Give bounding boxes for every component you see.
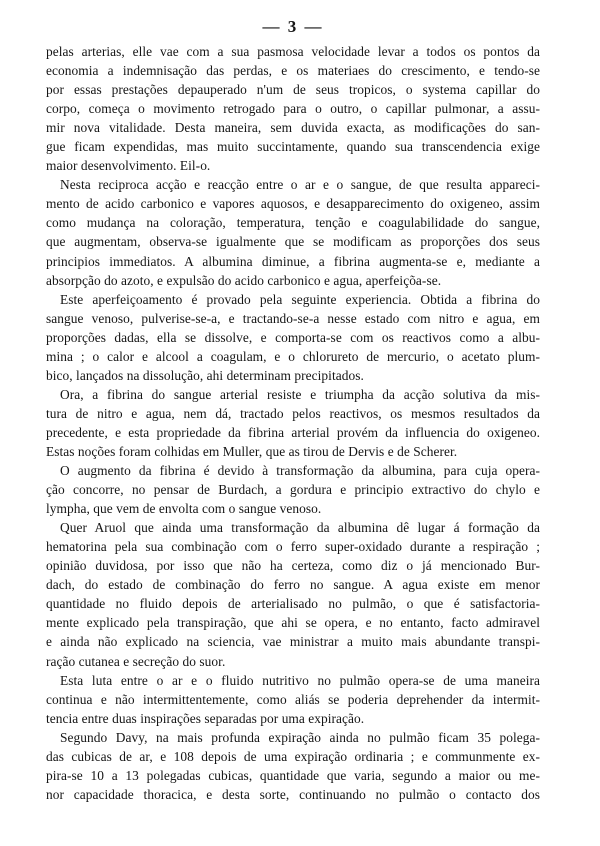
text-line: e ainda não explicado na sciencia, vae ministrar a muito mais abundante transpi-: [46, 634, 540, 650]
text-line: das cubicas de ar, e 108 depois de uma expiração ordinaria ; e communmente ex-: [46, 748, 540, 764]
text-line: como mudança na coloração, temperatura, tenção e coagulabilidade do sangue,: [46, 215, 540, 231]
text-line: precedente, e esta propriedade da fibrina arterial provém da influencia do oxigeneo.: [46, 424, 540, 440]
text-line: O augmento da fibrina é devido à transformação da albumina, para cuja opera-: [60, 463, 540, 479]
text-line: continua e não intermittentemente, como aliás se poderia deprehender da intermit-: [46, 691, 540, 707]
text-line: quantidade no fluido depois de arterialisado no pulmão, o que é satisfactoria-: [46, 596, 540, 612]
text-line: absorpção do azoto, e expulsão do acido carbonico e agua, aperfeiçõa-se.: [46, 272, 442, 288]
text-line: principios immediatos. A albumina diminue, a fibrina augmenta-se e, mediante a: [46, 253, 540, 269]
text-line: Quer Aruol que ainda uma transformação da albumina dê lugar á formação da: [60, 520, 540, 536]
text-line: pelas arterias, elle vae com a sua pasmosa velocidade levar a todos os pontos da: [46, 44, 540, 59]
text-line: nor capacidade thoracica, e desta sorte, continuando no pulmão o contacto dos: [46, 786, 540, 802]
text-line: tura de nitro e agua, nem dá, tractado pelos reactivos, os mesmos resultados da: [46, 405, 540, 421]
text-line: proporções dadas, ella se dissolve, e comporta-se com os reactivos como a albu-: [46, 329, 540, 345]
text-line: dach, do estado de combinação do ferro no sangue. A agua existe em menor: [46, 577, 540, 593]
text-line: hematorina pela sua combinação com o ferro super-oxidado durante a respiração ;: [46, 539, 540, 555]
text-line: Nesta reciproca acção e reacção entre o ar e o sangue, de que resulta appareci-: [60, 177, 540, 193]
text-line: mento de acido carbonico e vapores aquosos, e desapparecimento do oxigeneo, assim: [46, 196, 540, 212]
text-line: Segundo Davy, na mais profunda expiração ainda no pulmão ficam 35 polega-: [60, 729, 540, 745]
body-text: [46, 42, 540, 804]
page-number: — 3 —: [262, 17, 324, 36]
text-line: lympha, que vem de envolta com o sangue venoso.: [46, 501, 322, 517]
text-line: Ora, a fibrina do sangue arterial resiste e triumpha da acção solutiva da mis-: [60, 386, 540, 402]
text-line: economia a indemnisação das perdas, e os materiaes do crescimento, e tendo-se: [46, 63, 540, 79]
text-line: gue ficam expendidas, mas muito succintamente, quando sua transcendencia exige: [46, 139, 540, 155]
text-line: pira-se 10 a 13 polegadas cubicas, quantidade que varia, segundo a maior ou me-: [46, 767, 540, 783]
text-line: sangue venoso, pulverise-se-a, e tractando-se-a nesse estado com nitro e agua, em: [46, 310, 540, 326]
text-line: ção concorre, no pensar de Burdach, a gordura e principio extractivo do chylo e: [46, 482, 540, 498]
text-line: tencia entre duas inspirações separadas por uma expiração.: [46, 710, 365, 726]
text-line: mente explicado pela transpiração, que ahi se opera, e no entanto, facto admiravel: [46, 615, 540, 631]
text-line: Este aperfeiçoamento é provado pela seguinte experiencia. Obtida a fibrina do: [60, 291, 540, 307]
text-line: corpo, começa o movimento retrogado para o outro, o capillar pulmonar, a assu-: [46, 101, 540, 117]
document-page: [46, 12, 540, 804]
text-line: opinião duvidosa, por isso que não ha certeza, como diz o já mencionado Bur-: [46, 558, 540, 574]
text-line: Estas noções foram colhidas em Muller, que as tirou de Dervis e de Scherer.: [46, 443, 458, 459]
text-line: bico, lançados na dissolução, ahi determinam precipitados.: [46, 367, 364, 383]
text-line: por essas prestações depauperado n'um de seus tropicos, o systema capillar do: [46, 82, 540, 98]
text-line: ração cutanea e secreção do suor.: [46, 653, 226, 669]
text-line: mir nova vitalidade. Desta maneira, sem duvida exacta, as modificações do san-: [46, 120, 540, 136]
text-line: Esta luta entre o ar e o fluido nutritivo no pulmão opera-se de uma maneira: [60, 672, 540, 688]
text-line: que augmentam, observa-se igualmente que se modificam as proporções dos seus: [46, 234, 540, 250]
text-line: mina ; o calor e alcool a coagulam, e o chlorureto de mercurio, o acetato plum-: [46, 348, 540, 364]
text-line: maior desenvolvimento. Eil-o.: [46, 158, 211, 174]
